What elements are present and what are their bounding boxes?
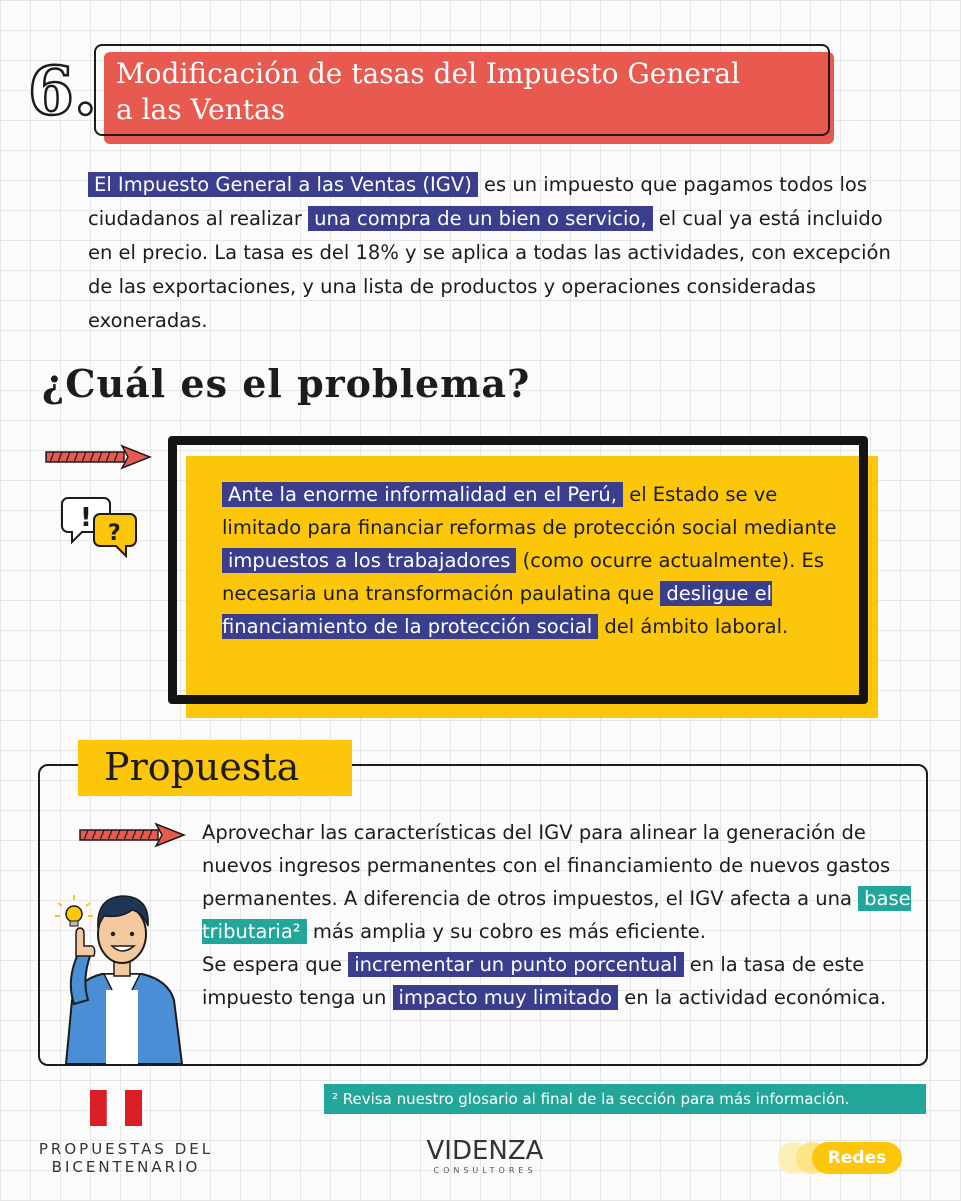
proposal-paragraph — [202, 816, 914, 1014]
svg-text:!: ! — [80, 503, 92, 533]
problem-text-2: (como ocurre actualmente). Es necesaria una transformación paulatina que — [222, 549, 825, 605]
bicentenario-line1: PROPUESTAS DEL — [38, 1140, 214, 1158]
section-title-line2: a las Ventas — [116, 93, 286, 126]
intro-text-1: es un impuesto que pagamos todos los ciudadanos al realizar — [88, 173, 867, 230]
problem-paragraph — [222, 478, 842, 643]
videnza-subtitle: CONSULTORES — [433, 1166, 537, 1175]
bicentenario-logo — [26, 1140, 226, 1176]
arrow-right-icon — [78, 822, 188, 848]
problem-text-3: del ámbito laboral. — [598, 615, 789, 638]
bicentenario-line2: BICENTENARIO — [51, 1158, 201, 1176]
intro-highlight-purchase: una compra de un bien o servicio, — [308, 206, 652, 231]
section-title — [116, 56, 816, 128]
intro-text-2: el cual ya está incluido en el precio. La tasa es del 18% y se aplica a todas las actividades, con excepción de las exportaciones, y una lista de productos y operaciones consideradas exoneradas. — [88, 207, 891, 332]
redes-button[interactable]: Redes — [812, 1142, 902, 1174]
proposal-text-5: en la actividad económica. — [618, 986, 887, 1009]
problem-highlight-workers: impuestos a los trabajadores — [222, 548, 516, 573]
proposal-text-1: Aprovechar las características del IGV para alinear la generación de nuevos ingresos permanentes con el financiamiento de nuevos gastos permanentes. A diferencia de otros impuestos, el IGV afecta a una — [202, 821, 891, 910]
problem-text-1: el Estado se ve limitado para financiar reformas de protección social mediante — [222, 483, 837, 539]
proposal-highlight-increase: incrementar un punto porcentual — [348, 952, 683, 977]
problem-highlight-informality: Ante la enorme informalidad en el Perú, — [222, 482, 623, 507]
proposal-highlight-tax-base: base tributaria² — [202, 887, 911, 943]
proposal-highlight-impact: impacto muy limitado — [393, 985, 618, 1010]
svg-text:?: ? — [108, 521, 121, 546]
person-pointing-illustration — [52, 880, 188, 1064]
intro-highlight-igv: El Impuesto General a las Ventas (IGV) — [88, 172, 478, 197]
proposal-text-4: en la tasa de este impuesto tenga un — [202, 953, 865, 1009]
proposal-text-3: Se espera que — [202, 953, 349, 976]
arrow-right-icon — [44, 444, 154, 470]
proposal-label: Propuesta — [104, 745, 300, 789]
footnote: ² Revisa nuestro glosario al final de la sección para más información. — [324, 1084, 926, 1114]
problem-highlight-decouple: desligue el financiamiento de la protección social — [222, 582, 773, 638]
problem-heading: ¿Cuál es el problema? — [42, 361, 531, 406]
section-number: 6. — [28, 52, 97, 130]
proposal-text-2: más amplia y su cobro es más eficiente. — [306, 920, 706, 943]
speech-bubbles-icon — [60, 490, 144, 562]
lightbulb-icon — [55, 895, 93, 926]
peru-flag-icon — [90, 1090, 142, 1126]
intro-paragraph — [88, 168, 908, 338]
videnza-logo: VIDENZA — [426, 1136, 544, 1166]
section-title-line1: Modificación de tasas del Impuesto General — [116, 57, 740, 90]
